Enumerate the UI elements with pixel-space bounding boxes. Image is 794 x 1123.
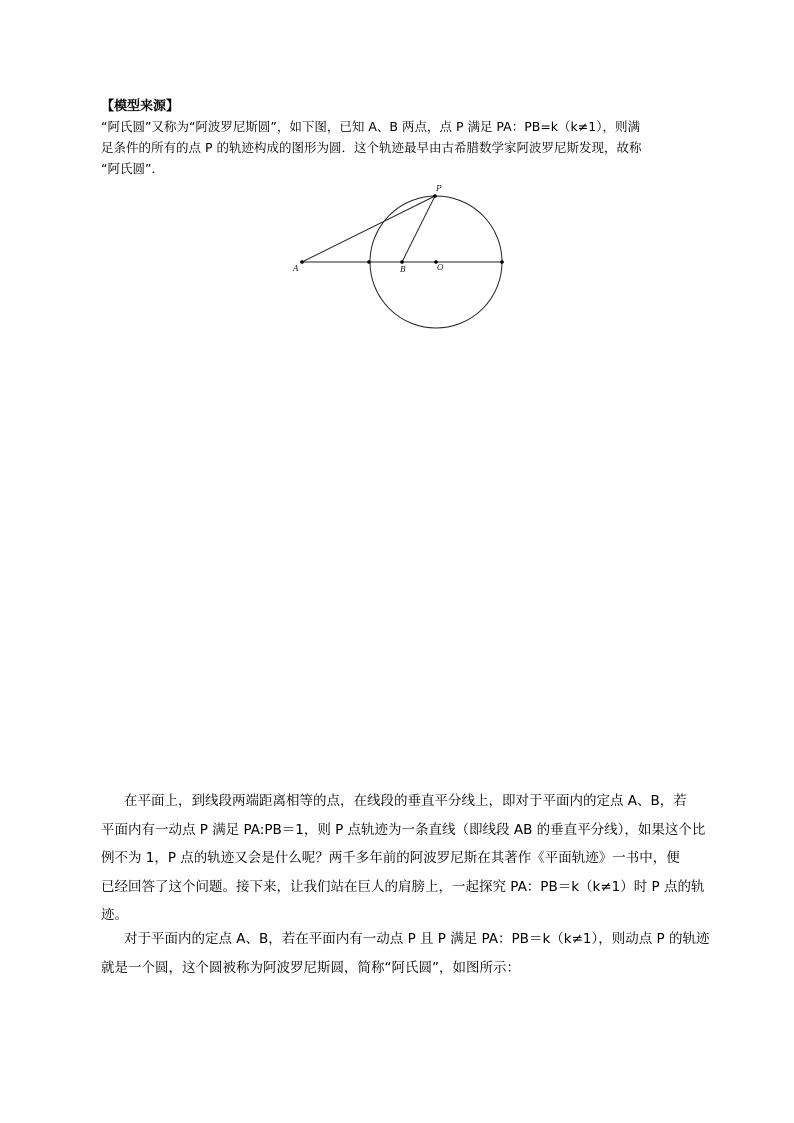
section-heading: 【模型来源】 [101,99,180,114]
intro-line-2: 足条件的所有的点 P 的轨迹构成的图形为圆．这个轨迹最早由古希腊数学家阿波罗尼斯发现，故称 [101,140,642,155]
paragraph-1-line-3: 例不为 1，P 点的轨迹又会是什么呢？两千多年前的阿波罗尼斯在其著作《平面轨迹》一书中，便 [101,850,680,866]
paragraph-1-line-5: 迹。 [101,907,128,923]
intro-line-1: “阿氏圆”又称为“阿波罗尼斯圆”，如下图，已知 A、B 两点，点 P 满足 PA：PB=k（k≠1），则满 [101,119,640,134]
point-left-intersection-dot [367,260,371,264]
apollonius-circle-diagram [280,178,520,338]
paragraph-2 [101,925,710,982]
point-right-intersection-dot [500,260,504,264]
intro-line-3: “阿氏圆”． [101,161,164,176]
segment-pb [402,196,435,262]
intro-paragraph [101,116,701,179]
paragraph-1-line-1: 在平面上，到线段两端距离相等的点，在线段的垂直平分线上，即对于平面内的定点 A、B，若 [124,793,687,809]
point-a-dot [300,260,304,264]
segment-pa [302,196,435,262]
paragraph-2-line-2: 就是一个圆，这个圆被称为阿波罗尼斯圆，简称“阿氏圆”，如图所示： [101,959,520,976]
label-o: O [437,263,444,272]
label-a: A [293,264,299,273]
apollonius-circle-figure [280,178,520,338]
point-p-dot [433,194,437,198]
paragraph-1-line-2: 平面内有一动点 P 满足 PA:PB＝1，则 P 点轨迹为一条直线（即线段 AB 的垂直平分线），如果这个比 [101,821,706,838]
label-b: B [400,265,406,274]
label-p: P [436,184,442,193]
paragraph-2-line-1: 对于平面内的定点 A、B，若在平面内有一动点 P 且 P 满足 PA：PB＝k（k≠1），则动点 P 的轨迹 [124,931,710,947]
paragraph-1-line-4: 已经回答了这个问题。接下来，让我们站在巨人的肩膀上，一起探究 PA：PB＝k（k≠1）时 P 点的轨 [101,878,705,895]
point-b-dot [400,260,404,264]
paragraph-1 [101,787,706,930]
